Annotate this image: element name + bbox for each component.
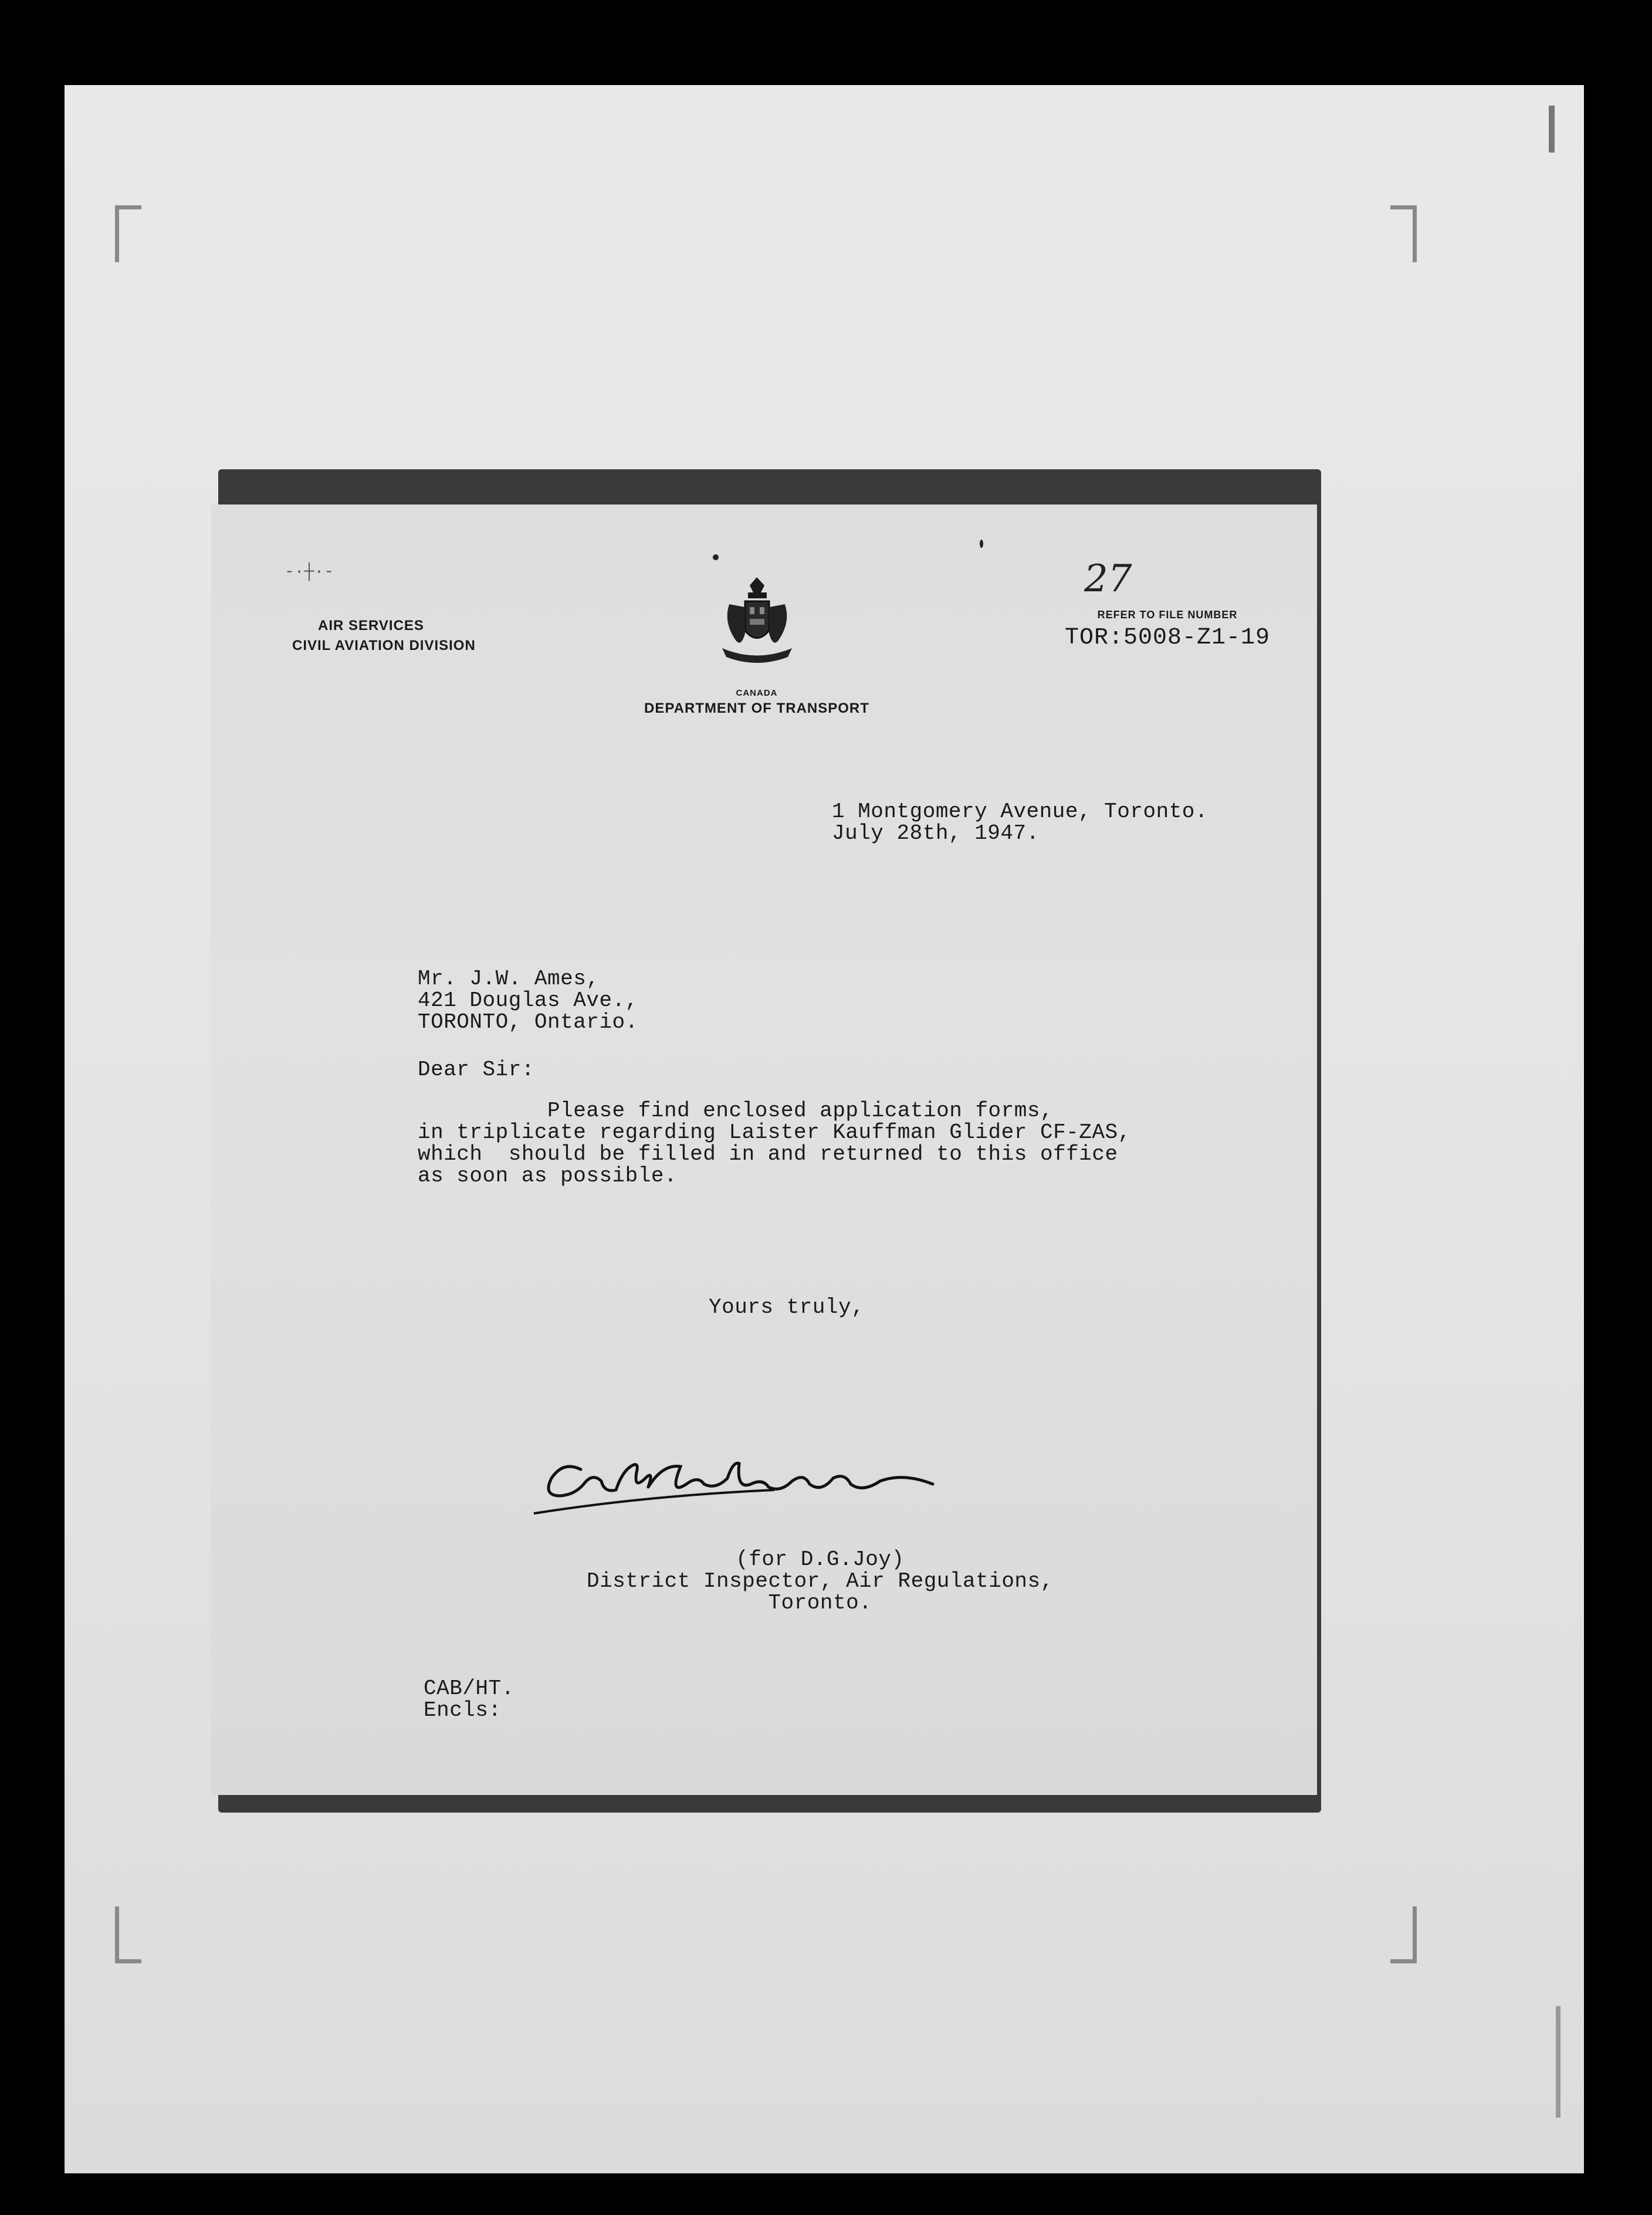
letter-body (418, 1100, 1131, 1187)
signature-block (587, 1549, 1054, 1614)
file-reference (1053, 609, 1282, 651)
coat-of-arms-icon (717, 575, 797, 678)
letterhead-country: CANADA (736, 688, 778, 698)
signature-location: Toronto. (768, 1591, 872, 1615)
recipient-city: TORONTO, Ontario. (418, 1010, 638, 1034)
signature-title: District Inspector, Air Regulations, (587, 1569, 1054, 1593)
typist-initials: CAB/HT. (424, 1677, 514, 1701)
closing: Yours truly, (709, 1295, 865, 1319)
handwritten-signature (528, 1437, 950, 1525)
pencil-mark: -·┼·- (285, 563, 334, 581)
body-line: Please find enclosed application forms, (418, 1099, 1054, 1123)
letterhead-air-services: AIR SERVICES (318, 618, 424, 634)
crop-mark-bottom-right (1390, 1906, 1417, 1963)
body-line: which should be filled in and returned to this office (418, 1142, 1118, 1166)
crop-mark-top-right (1390, 205, 1417, 262)
letterhead-division (292, 616, 476, 656)
reference-initials (424, 1678, 514, 1721)
recipient-address (418, 968, 638, 1033)
letter-date: July 28th, 1947. (832, 821, 1040, 845)
ink-dot (980, 540, 983, 548)
sender-address: 1 Montgomery Avenue, Toronto. (832, 800, 1208, 824)
page-number: 27 (1084, 557, 1132, 601)
body-line: in triplicate regarding Laister Kauffman Glider CF-ZAS, (418, 1120, 1131, 1144)
letterhead-civil-aviation: CIVIL AVIATION DIVISION (292, 638, 476, 653)
letterhead-department-name: DEPARTMENT OF TRANSPORT (644, 700, 869, 716)
edge-mark (1556, 2006, 1560, 2118)
edge-mark (1549, 106, 1555, 153)
crop-mark-top-left (115, 205, 141, 262)
body-line: as soon as possible. (418, 1164, 678, 1188)
signature-for: (for D.G.Joy) (736, 1547, 905, 1572)
letter-page (211, 504, 1317, 1795)
file-number: TOR:5008-Z1-19 (1064, 625, 1271, 651)
enclosures: Encls: (424, 1698, 502, 1722)
recipient-name: Mr. J.W. Ames, (418, 967, 600, 991)
recipient-street: 421 Douglas Ave., (418, 988, 638, 1012)
sender-address-block (832, 801, 1208, 844)
salutation: Dear Sir: (418, 1058, 534, 1082)
refer-label: REFER TO FILE NUMBER (1097, 609, 1238, 621)
ink-dot (713, 554, 719, 560)
crop-mark-bottom-left (115, 1906, 141, 1963)
letterhead-department (622, 688, 892, 717)
